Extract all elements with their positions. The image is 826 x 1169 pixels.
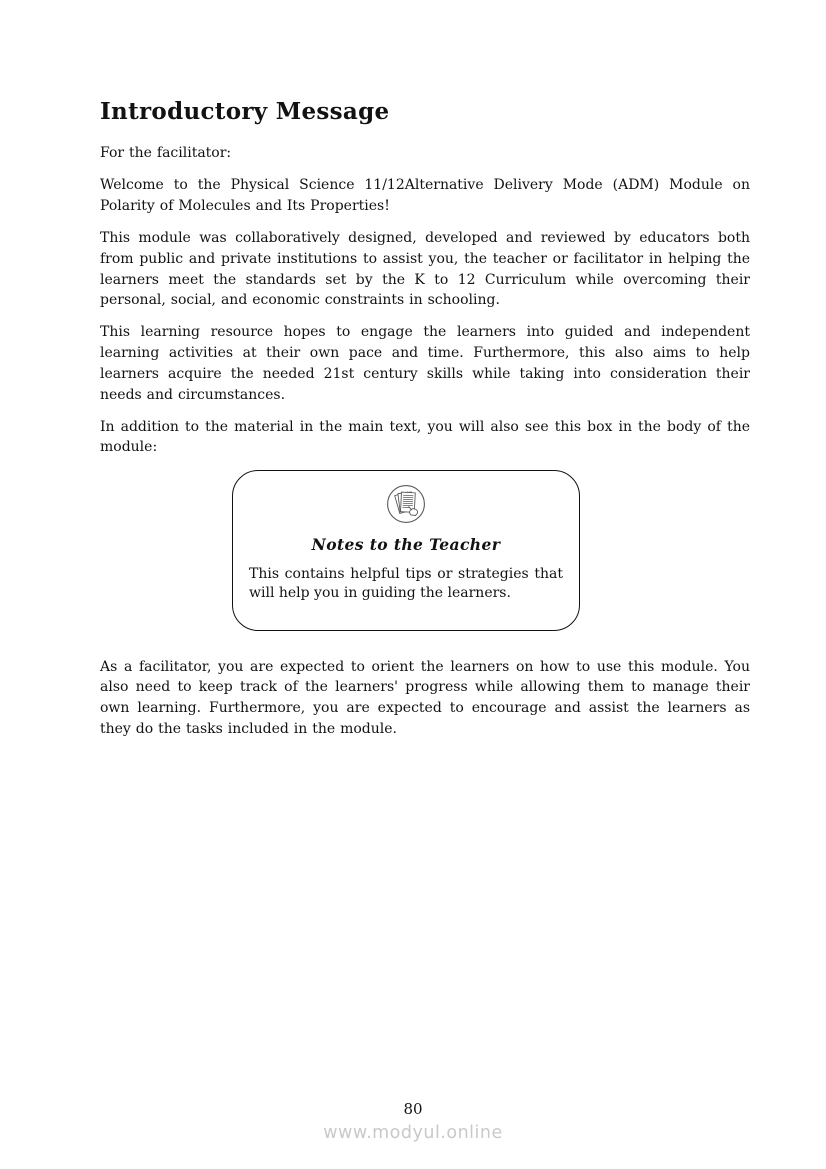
paragraph-module-design: This module was collaboratively designed, developed and reviewed by educators both from public and private institutions to assist you, the teacher or facilitator in helping the learners meet the standards set by the K to 12 Curriculum while overcoming their personal, social, and economic constraints in schooling. bbox=[100, 230, 750, 309]
watermark-text: www.modyul.online bbox=[323, 1123, 503, 1143]
page-title: Introductory Message bbox=[100, 98, 390, 125]
paragraph-welcome: Welcome to the Physical Science 11/12Alternative Delivery Mode (ADM) Module on Polarity of Molecules and Its Properties! bbox=[100, 177, 750, 214]
note-box-title: Notes to the Teacher bbox=[311, 534, 501, 554]
paragraph-closing: As a facilitator, you are expected to orient the learners on how to use this module. You also need to keep track of the learners' progress while allowing them to manage their own learning. Furthermore, you are expected to encourage and assist the learners as they do the tasks included in the module. bbox=[100, 658, 750, 737]
note-box-body: This contains helpful tips or strategies that will help you in guiding the learners. bbox=[249, 565, 563, 602]
notes-to-teacher-box bbox=[232, 470, 580, 631]
paragraph-learning-resource: This learning resource hopes to engage the learners into guided and independent learning activities at their own pace and time. Furthermore, this also aims to help learners acquire the needed 21st century skills while taking into consideration their needs and circumstances. bbox=[100, 324, 750, 403]
page-number: 80 bbox=[403, 1100, 423, 1118]
paragraph-in-addition: In addition to the material in the main text, you will also see this box in the body of the module: bbox=[100, 418, 750, 456]
paragraph-facilitator: For the facilitator: bbox=[100, 145, 232, 161]
notes-papers-icon bbox=[249, 484, 563, 524]
